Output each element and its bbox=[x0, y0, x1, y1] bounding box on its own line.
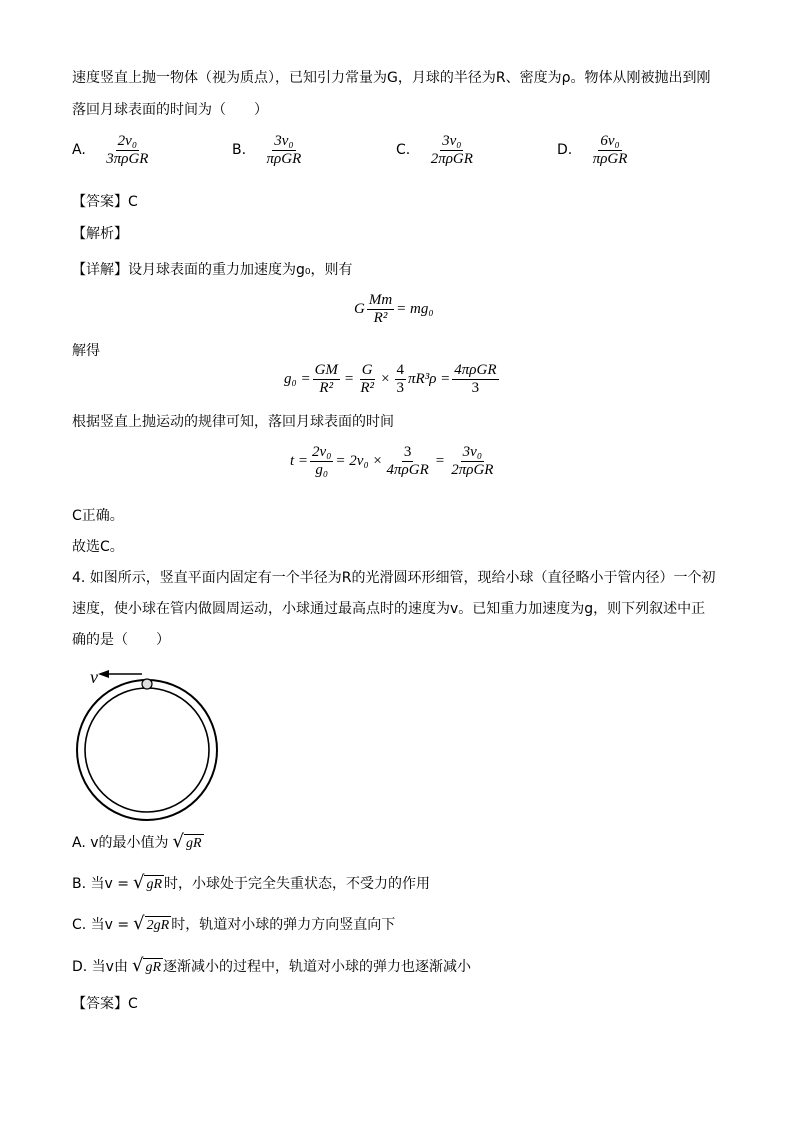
q4-option-c: C. 当v = √ 2gR 时，轨道对小球的弹力方向竖直向下 bbox=[72, 912, 396, 934]
inner-tube-wall bbox=[85, 688, 209, 812]
q3-correct-line: C正确。 bbox=[72, 508, 124, 524]
q3-detail-line: 【详解】设月球表面的重力加速度为g₀，则有 bbox=[72, 262, 353, 278]
q4-stem-line2: 速度，使小球在管内做圆周运动，小球通过最高点时的速度为v。已知重力加速度为g，则下列叙述中正 bbox=[72, 601, 706, 617]
q3-answer: 【答案】C bbox=[72, 194, 138, 210]
q4-option-a: A. v的最小值为 √ gR bbox=[72, 830, 202, 852]
q3-rule-line: 根据竖直上抛运动的规律可知，落回月球表面的时间 bbox=[72, 414, 394, 430]
q3-stem-line2: 落回月球表面的时间为（ ） bbox=[72, 102, 268, 118]
q4-option-d: D. 当v由 √ gR 逐渐减小的过程中，轨道对小球的弹力也逐渐减小 bbox=[72, 954, 472, 976]
q3-equation-3: t = $\frac{\text{2v₀}}{\text{g₀}}$ = 2v₀ × $\frac{3}{\text{4πρGR}}$ = $\frac{\text{3v₀}}{\text{2πρGR}}$ bbox=[290, 444, 494, 478]
q4-stem-line1: 4. 如图所示，竖直平面内固定有一个半径为R的光滑圆环形细管，现给小球（直径略小于管内径）一个初 bbox=[72, 570, 716, 586]
q3-option-b: B. $\frac{\text{3v₀}}{\text{πρGR}}$ bbox=[232, 133, 302, 167]
q3-equation-2: g₀ = $\frac{GM}{\text{R²}}$ = $\frac{G}{\text{R²}}$ × $\frac{4}{3}$ πR³ρ = $\frac{\text{4πρGR}}{3}$ bbox=[284, 362, 497, 396]
q4-option-b: B. 当v = √ gR 时，小球处于完全失重状态，不受力的作用 bbox=[72, 871, 431, 893]
outer-tube-wall bbox=[77, 680, 217, 820]
q3-option-a: A. $\frac{\text{2v₀}}{\text{3πρGR}}$ bbox=[72, 133, 149, 167]
q3-stem-line1: 速度竖直上抛一物体（视为质点），已知引力常量为G，月球的半径为R、密度为ρ。物体从刚被抛出到刚 bbox=[72, 70, 711, 86]
q3-option-c: C. $\frac{\text{3v₀}}{\text{2πρGR}}$ bbox=[396, 133, 473, 167]
q4-answer: 【答案】C bbox=[72, 996, 138, 1012]
q4-stem-line3: 确的是（ ） bbox=[72, 632, 170, 648]
q3-option-d: D. $\frac{\text{6v₀}}{\text{πρGR}}$ bbox=[557, 133, 628, 167]
velocity-arrow-head bbox=[98, 670, 109, 678]
q3-solve-label: 解得 bbox=[72, 343, 100, 359]
q3-choose-line: 故选C。 bbox=[72, 539, 124, 555]
ball bbox=[142, 679, 152, 689]
circular-tube-figure bbox=[76, 664, 226, 824]
q3-equation-1: G $\frac{Mm}{\text{R²}}$ = mg₀ bbox=[354, 292, 434, 326]
tube-diagram bbox=[76, 664, 226, 824]
velocity-label: v bbox=[90, 667, 98, 687]
q3-analysis-heading: 【解析】 bbox=[72, 226, 128, 242]
